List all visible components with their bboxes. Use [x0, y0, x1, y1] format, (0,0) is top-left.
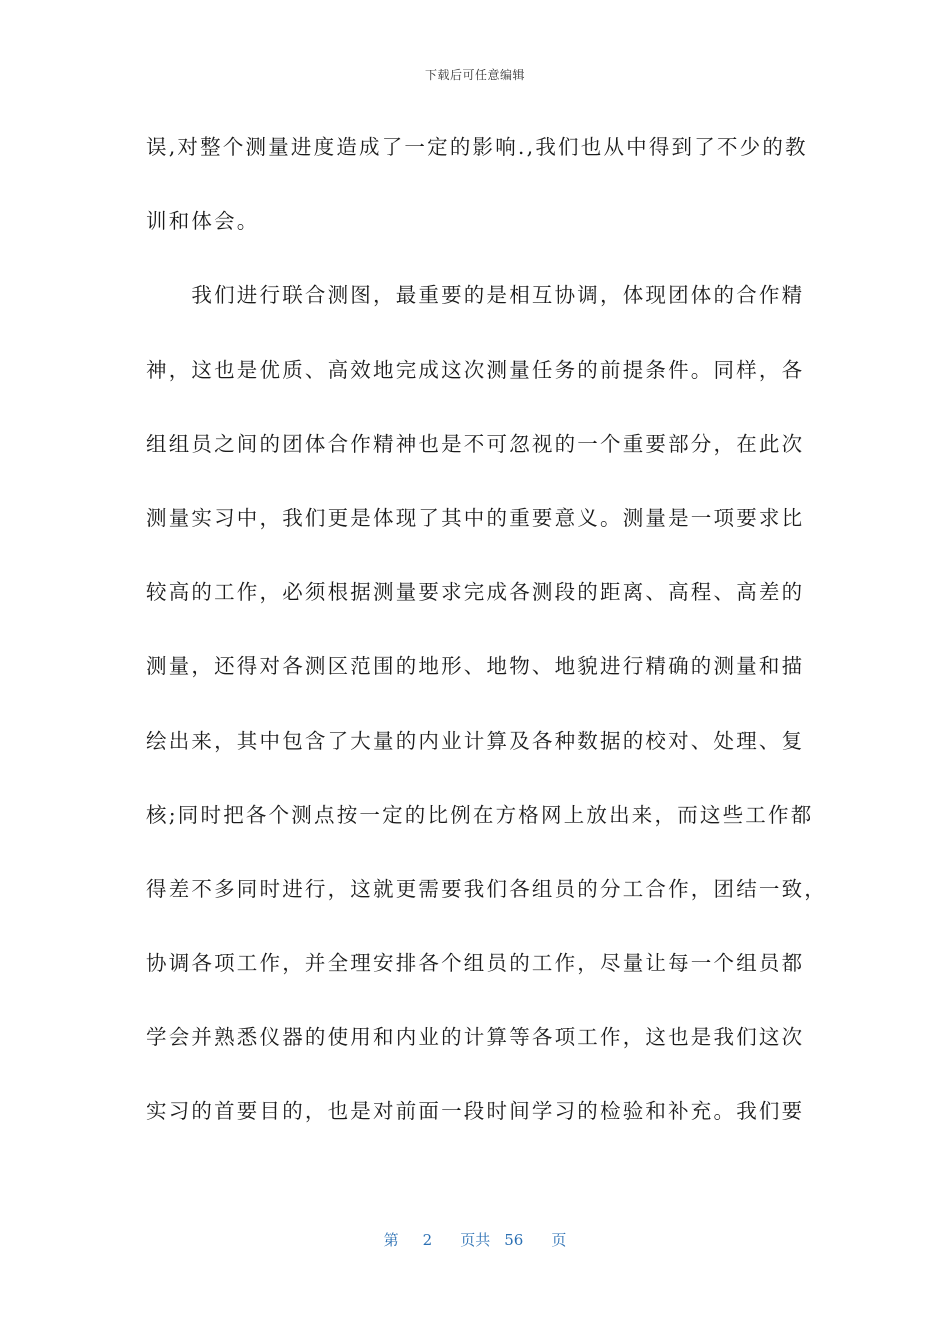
current-page-number: 2: [422, 1231, 433, 1249]
text-line: 测量，还得对各测区范围的地形、地物、地貌进行精确的测量和描: [146, 654, 805, 679]
text-line: 误,对整个测量进度造成了一定的影响.,我们也从中得到了不少的教: [146, 135, 808, 159]
text-line: 得差不多同时进行，这就更需要我们各组员的分工合作，团结一致，: [146, 876, 827, 901]
text-line: 核;同时把各个测点按一定的比例在方格网上放出来，而这些工作都: [146, 802, 814, 827]
text-line: 较高的工作，必须根据测量要求完成各测段的距离、高程、高差的: [146, 580, 805, 605]
document-body: [146, 127, 827, 1166]
text-line: 测量实习中，我们更是体现了其中的重要意义。测量是一项要求比: [146, 505, 805, 530]
footer-middle: 页共: [460, 1231, 491, 1249]
page-header: 下载后可任意编辑: [424, 68, 525, 82]
page-footer: [0, 1229, 950, 1250]
text-line: 绘出来，其中包含了大量的内业计算及各种数据的校对、处理、复: [146, 728, 805, 753]
footer-suffix: 页: [551, 1231, 567, 1249]
text-line: 协调各项工作，并全理安排各个组员的工作，尽量让每一个组员都: [146, 951, 805, 976]
text-line: 训和体会。: [146, 209, 260, 234]
text-line: 组组员之间的团体合作精神也是不可忽视的一个重要部分，在此次: [146, 431, 805, 456]
text-line: 我们进行联合测图，最重要的是相互协调，体现团体的合作精: [146, 283, 805, 308]
footer-prefix: 第: [383, 1231, 399, 1249]
total-pages-number: 56: [504, 1231, 524, 1249]
text-line: 实习的首要目的，也是对前面一段时间学习的检验和补充。我们要: [146, 1099, 805, 1124]
text-line: 学会并熟悉仪器的使用和内业的计算等各项工作，这也是我们这次: [146, 1025, 805, 1050]
text-line: 神，这也是优质、高效地完成这次测量任务的前提条件。同样，各: [146, 357, 805, 382]
